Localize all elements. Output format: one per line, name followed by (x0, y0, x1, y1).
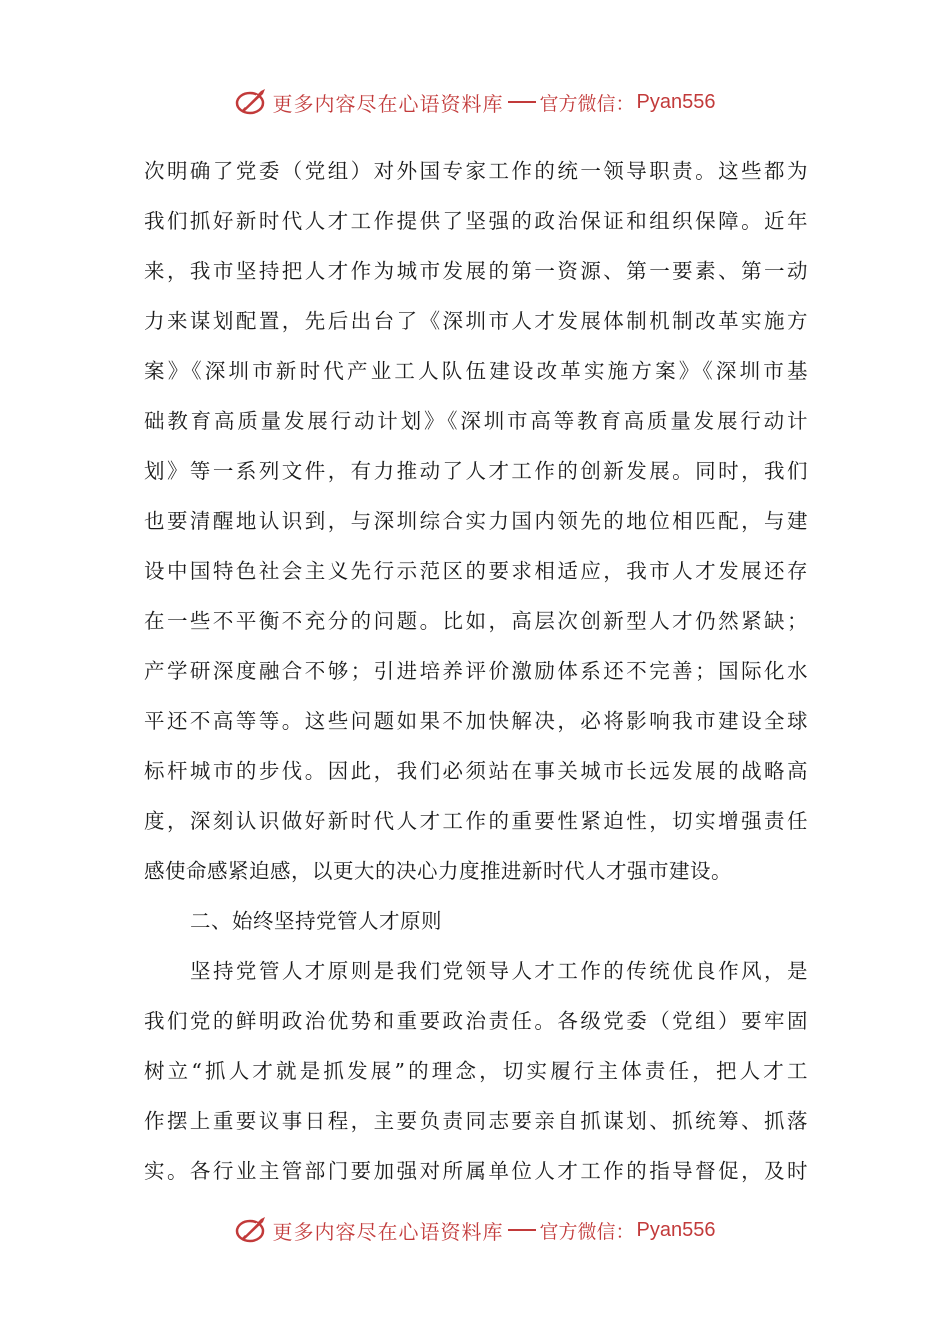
text-line: 实。各行业主管部门要加强对所属单位人才工作的指导督促，及时 (144, 1159, 808, 1183)
text-line: 我们抓好新时代人才工作提供了坚强的政治保证和组织保障。近年 (144, 209, 808, 233)
footer-watermark-banner (0, 1212, 950, 1248)
text-line: 平还不高等等。这些问题如果不加快解决，必将影响我市建设全球 (144, 709, 808, 733)
banner-dash-divider (508, 101, 536, 103)
text-line: 度，深刻认识做好新时代人才工作的重要性紧迫性，切实增强责任 (144, 809, 808, 833)
text-line: 来，我市坚持把人才作为城市发展的第一资源、第一要素、第一动 (144, 259, 808, 283)
text-line: 也要清醒地认识到，与深圳综合实力国内领先的地位相匹配，与建 (144, 509, 808, 533)
banner-official-label: 官方微信： (539, 1220, 635, 1243)
quill-logo-icon (235, 1213, 269, 1247)
section-heading: 二、始终坚持党管人才原则 (190, 909, 442, 933)
banner-official-label: 官方微信： (539, 92, 635, 115)
banner-brand-text: 更多内容尽在心语资料库 (272, 91, 504, 116)
text-line: 我们党的鲜明政治优势和重要政治责任。各级党委（党组）要牢固 (144, 1009, 808, 1033)
text-line: 划》等一系列文件，有力推动了人才工作的创新发展。同时，我们 (144, 459, 808, 483)
text-line: 设中国特色社会主义先行示范区的要求相适应，我市人才发展还存 (144, 559, 808, 583)
text-line: 坚持党管人才原则是我们党领导人才工作的传统优良作风，是 (190, 959, 808, 983)
text-line: 标杆城市的步伐。因此，我们必须站在事关城市长远发展的战略高 (144, 759, 808, 783)
text-line: 树立“抓人才就是抓发展”的理念，切实履行主体责任，把人才工 (144, 1059, 808, 1083)
text-line: 产学研深度融合不够；引进培养评价激励体系还不完善；国际化水 (144, 659, 808, 683)
banner-dash-divider (508, 1229, 536, 1231)
banner-wechat-id: Pyan556 (636, 1218, 716, 1241)
banner-wechat-id: Pyan556 (636, 90, 716, 113)
text-line: 础教育高质量发展行动计划》《深圳市高等教育高质量发展行动计 (144, 409, 808, 433)
text-line: 力来谋划配置，先后出台了《深圳市人才发展体制机制改革实施方 (144, 309, 808, 333)
document-body (144, 146, 808, 1196)
text-line: 案》《深圳市新时代产业工人队伍建设改革实施方案》《深圳市基 (144, 359, 808, 383)
quill-logo-icon (235, 85, 269, 119)
text-line: 在一些不平衡不充分的问题。比如，高层次创新型人才仍然紧缺； (144, 609, 808, 633)
text-line: 感使命感紧迫感，以更大的决心力度推进新时代人才强市建设。 (144, 859, 732, 883)
text-line: 次明确了党委（党组）对外国专家工作的统一领导职责。这些都为 (144, 159, 808, 183)
text-line: 作摆上重要议事日程，主要负责同志要亲自抓谋划、抓统筹、抓落 (144, 1109, 808, 1133)
header-watermark-banner (0, 84, 950, 120)
banner-brand-text: 更多内容尽在心语资料库 (272, 1219, 504, 1244)
